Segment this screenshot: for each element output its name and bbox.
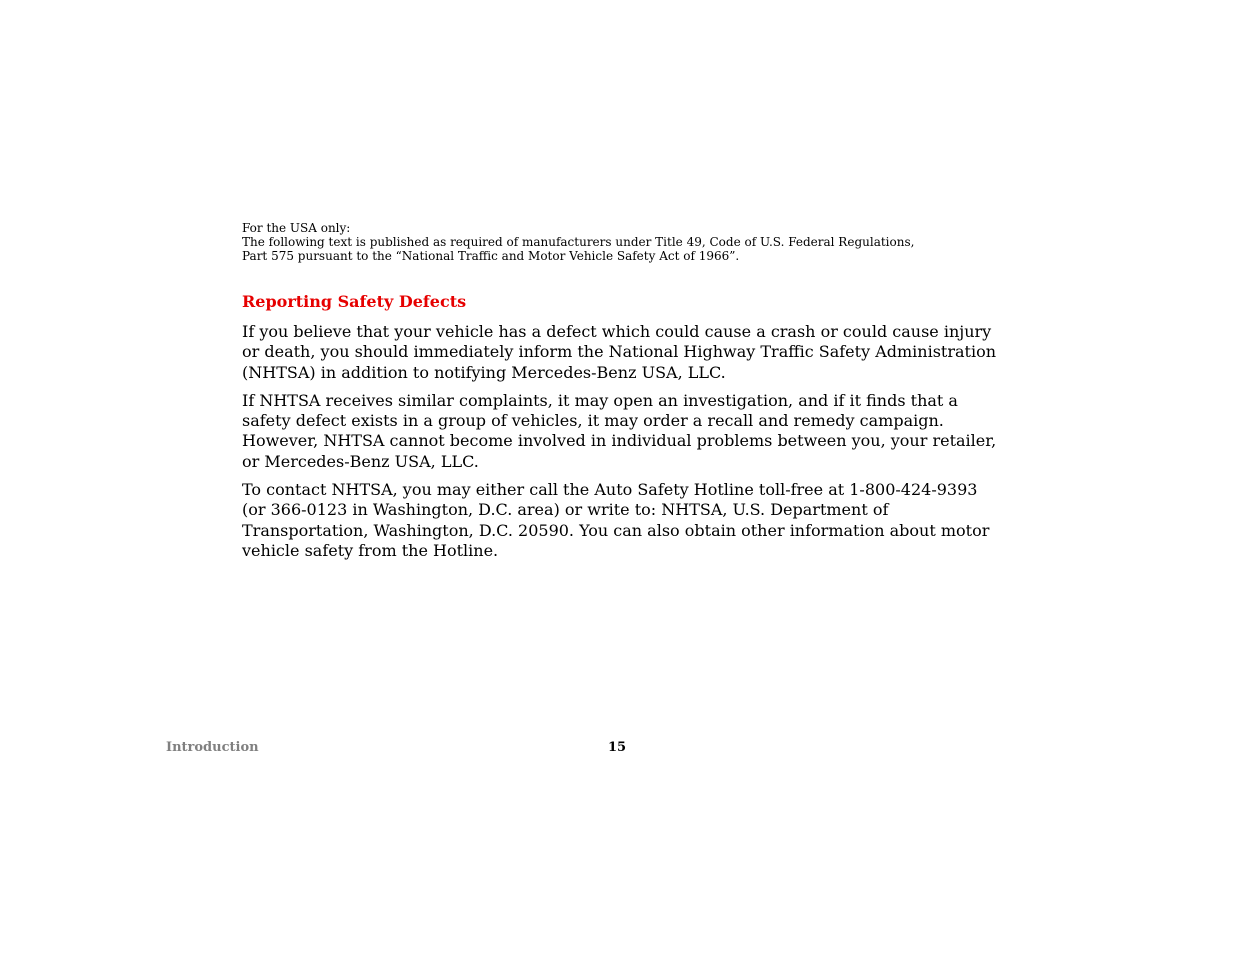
notice-line-1: For the USA only:: [242, 221, 351, 235]
section-title: Reporting Safety Defects: [242, 292, 467, 311]
section-body: [242, 322, 1002, 569]
page-number: 15: [607, 740, 627, 755]
usa-notice: [242, 221, 1002, 263]
paragraph-contact: To contact NHTSA, you may either call the Auto Safety Hotline toll-free at 1-800-424-9393 (or 366-0123 in Washington, D.C. area) or write to: NHTSA, U.S. Department of Transportation, Washington, D.C. 20590. You can also obtain other information about motor vehicle safety from the Hotline.: [242, 480, 990, 560]
paragraph-investigation: If NHTSA receives similar complaints, it may open an investigation, and if it finds that a safety defect exists in a group of vehicles, it may order a recall and remedy campaign. However, NHTSA cannot become involved in individual problems between you, your retailer, or Mercedes-Benz USA, LLC.: [242, 390, 997, 471]
notice-line-2: The following text is published as required of manufacturers under Title 49, Code of U.S. Federal Regulations,: [242, 235, 915, 249]
footer-section-name: Introduction: [166, 740, 259, 755]
notice-line-3: Part 575 pursuant to the “National Traffic and Motor Vehicle Safety Act of 1966”.: [242, 249, 740, 263]
paragraph-defect-report: If you believe that your vehicle has a defect which could cause a crash or could cause injury or death, you should immediately inform the National Highway Traffic Safety Administration (NHTSA) in addition to notifying Mercedes-Benz USA, LLC.: [242, 322, 997, 382]
